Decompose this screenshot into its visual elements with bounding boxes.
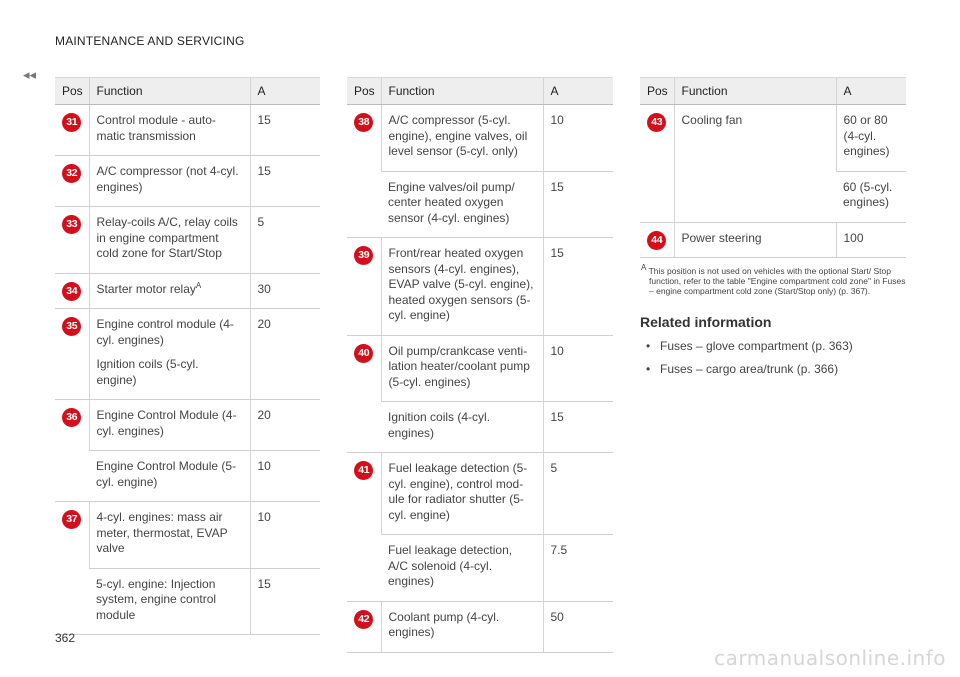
bullet-icon: • bbox=[646, 362, 651, 376]
function-subnote: Ignition coils (5-cyl. engine) bbox=[96, 357, 199, 387]
table-subrow bbox=[55, 568, 320, 635]
function-cell: Control module - auto-matic transmission bbox=[89, 105, 250, 156]
footnote-marker: A bbox=[641, 263, 647, 273]
position-badge: 35 bbox=[62, 317, 81, 336]
section-title: MAINTENANCE AND SERVICING bbox=[55, 34, 245, 48]
table-row bbox=[347, 335, 613, 402]
function-cell: Fuel leakage detection (5-cyl. engine), control mod-ule for radiator shutter (5-cyl. engine) bbox=[381, 453, 543, 535]
table-row bbox=[55, 156, 320, 207]
fuse-table bbox=[640, 77, 906, 258]
function-cell bbox=[89, 273, 250, 309]
table-subrow bbox=[347, 535, 613, 602]
amperage-cell: 15 bbox=[250, 156, 320, 207]
header-pos: Pos bbox=[55, 78, 89, 105]
header-amperage: A bbox=[836, 78, 906, 105]
function-cell: A/C compressor (5-cyl. engine), engine valves, oil level sensor (5-cyl. only) bbox=[381, 105, 543, 172]
amperage-cell: 10 bbox=[543, 105, 613, 172]
table-row bbox=[347, 238, 613, 336]
table-subrow bbox=[347, 402, 613, 453]
amperage-cell: 15 bbox=[543, 238, 613, 336]
double-chevron-left-icon[interactable]: ◂◂ bbox=[23, 67, 37, 82]
header-pos: Pos bbox=[347, 78, 381, 105]
header-amperage: A bbox=[250, 78, 320, 105]
function-cell: Relay-coils A/C, relay coils in engine compartment cold zone for Start/Stop bbox=[89, 207, 250, 274]
header-function: Function bbox=[381, 78, 543, 105]
related-link-text[interactable]: Fuses – glove compartment (p. 363) bbox=[660, 339, 853, 353]
function-cell: A/C compressor (not 4-cyl. engines) bbox=[89, 156, 250, 207]
table-row bbox=[55, 105, 320, 156]
footnote bbox=[640, 263, 906, 296]
amperage-cell: 60 or 80 (4-cyl. engines) bbox=[836, 105, 906, 172]
related-link-glove-compartment[interactable] bbox=[640, 339, 906, 353]
table-row bbox=[347, 601, 613, 652]
amperage-cell: 10 bbox=[250, 502, 320, 569]
footnote-text: This position is not used on vehicles with the optional Start/ Stop function, refer to the table "Engine compartment cold zone" in Fuses – engine compartment cold zone (Start/Stop only) (p. 367). bbox=[648, 266, 906, 296]
amperage-cell: 5 bbox=[250, 207, 320, 274]
position-badge: 32 bbox=[62, 164, 81, 183]
table-row bbox=[55, 400, 320, 451]
amperage-cell: 20 bbox=[250, 309, 320, 400]
header-function: Function bbox=[674, 78, 836, 105]
amperage-cell: 10 bbox=[543, 335, 613, 402]
fuse-table-column-2 bbox=[347, 77, 613, 653]
amperage-cell: 10 bbox=[250, 451, 320, 502]
position-badge: 34 bbox=[62, 282, 81, 301]
amperage-cell: 15 bbox=[543, 402, 613, 453]
table-subrow bbox=[347, 171, 613, 238]
amperage-cell: 20 bbox=[250, 400, 320, 451]
table-row bbox=[55, 502, 320, 569]
function-cell: Engine Control Module (5-cyl. engine) bbox=[89, 451, 250, 502]
table-subrow bbox=[55, 451, 320, 502]
related-link-text[interactable]: Fuses – cargo area/trunk (p. 366) bbox=[660, 362, 839, 376]
amperage-cell: 7.5 bbox=[543, 535, 613, 602]
function-cell: Ignition coils (4-cyl. engines) bbox=[381, 402, 543, 453]
fuse-table bbox=[347, 77, 613, 653]
function-cell: Front/rear heated oxygen sensors (4-cyl. engines), EVAP valve (5-cyl. engine), heated oxygen sensors (5-cyl. engine) bbox=[381, 238, 543, 336]
header-pos: Pos bbox=[640, 78, 674, 105]
footnote-marker: A bbox=[195, 280, 202, 290]
fuse-table bbox=[55, 77, 320, 635]
amperage-cell: 5 bbox=[543, 453, 613, 535]
amperage-cell: 15 bbox=[250, 105, 320, 156]
bullet-icon: • bbox=[646, 339, 651, 353]
function-cell: Oil pump/crankcase venti-lation heater/coolant pump (5-cyl. engines) bbox=[381, 335, 543, 402]
position-badge: 44 bbox=[647, 231, 666, 250]
function-cell: 4-cyl. engines: mass air meter, thermostat, EVAP valve bbox=[89, 502, 250, 569]
function-text: Starter motor relay bbox=[96, 281, 196, 296]
function-cell: Engine valves/oil pump/ center heated oxygen sensor (4-cyl. engines) bbox=[381, 171, 543, 238]
header-function: Function bbox=[89, 78, 250, 105]
function-cell: Fuel leakage detection, A/C solenoid (4-cyl. engines) bbox=[381, 535, 543, 602]
position-badge: 42 bbox=[354, 610, 373, 629]
table-row bbox=[55, 207, 320, 274]
amperage-cell: 50 bbox=[543, 601, 613, 652]
position-badge: 37 bbox=[62, 510, 81, 529]
table-row bbox=[347, 453, 613, 535]
position-badge: 39 bbox=[354, 246, 373, 265]
function-cell: Coolant pump (4-cyl. engines) bbox=[381, 601, 543, 652]
position-badge: 33 bbox=[62, 215, 81, 234]
fuse-table-column-1 bbox=[55, 77, 320, 635]
watermark: carmanualsonline.info bbox=[714, 646, 946, 670]
table-row bbox=[55, 273, 320, 309]
position-badge: 38 bbox=[354, 113, 373, 132]
related-link-cargo-area[interactable] bbox=[640, 362, 906, 376]
table-row bbox=[640, 222, 906, 258]
position-badge: 40 bbox=[354, 344, 373, 363]
function-cell bbox=[89, 309, 250, 400]
function-text: Engine control module (4-cyl. engines) bbox=[96, 317, 234, 347]
function-cell: Cooling fan bbox=[674, 105, 836, 223]
function-cell: 5-cyl. engine: Injection system, engine control module bbox=[89, 568, 250, 635]
table-row bbox=[347, 105, 613, 172]
amperage-cell: 30 bbox=[250, 273, 320, 309]
amperage-cell: 15 bbox=[250, 568, 320, 635]
function-cell: Power steering bbox=[674, 222, 836, 258]
position-badge: 41 bbox=[354, 461, 373, 480]
amperage-cell: 60 (5-cyl. engines) bbox=[836, 171, 906, 222]
function-cell: Engine Control Module (4-cyl. engines) bbox=[89, 400, 250, 451]
amperage-cell: 15 bbox=[543, 171, 613, 238]
position-badge: 36 bbox=[62, 408, 81, 427]
page-number: 362 bbox=[55, 631, 76, 645]
position-badge: 43 bbox=[647, 113, 666, 132]
position-badge: 31 bbox=[62, 113, 81, 132]
fuse-table-column-3 bbox=[640, 77, 906, 376]
header-amperage: A bbox=[543, 78, 613, 105]
table-row bbox=[640, 105, 906, 172]
table-row bbox=[55, 309, 320, 400]
related-information-heading: Related information bbox=[640, 314, 772, 330]
amperage-cell: 100 bbox=[836, 222, 906, 258]
